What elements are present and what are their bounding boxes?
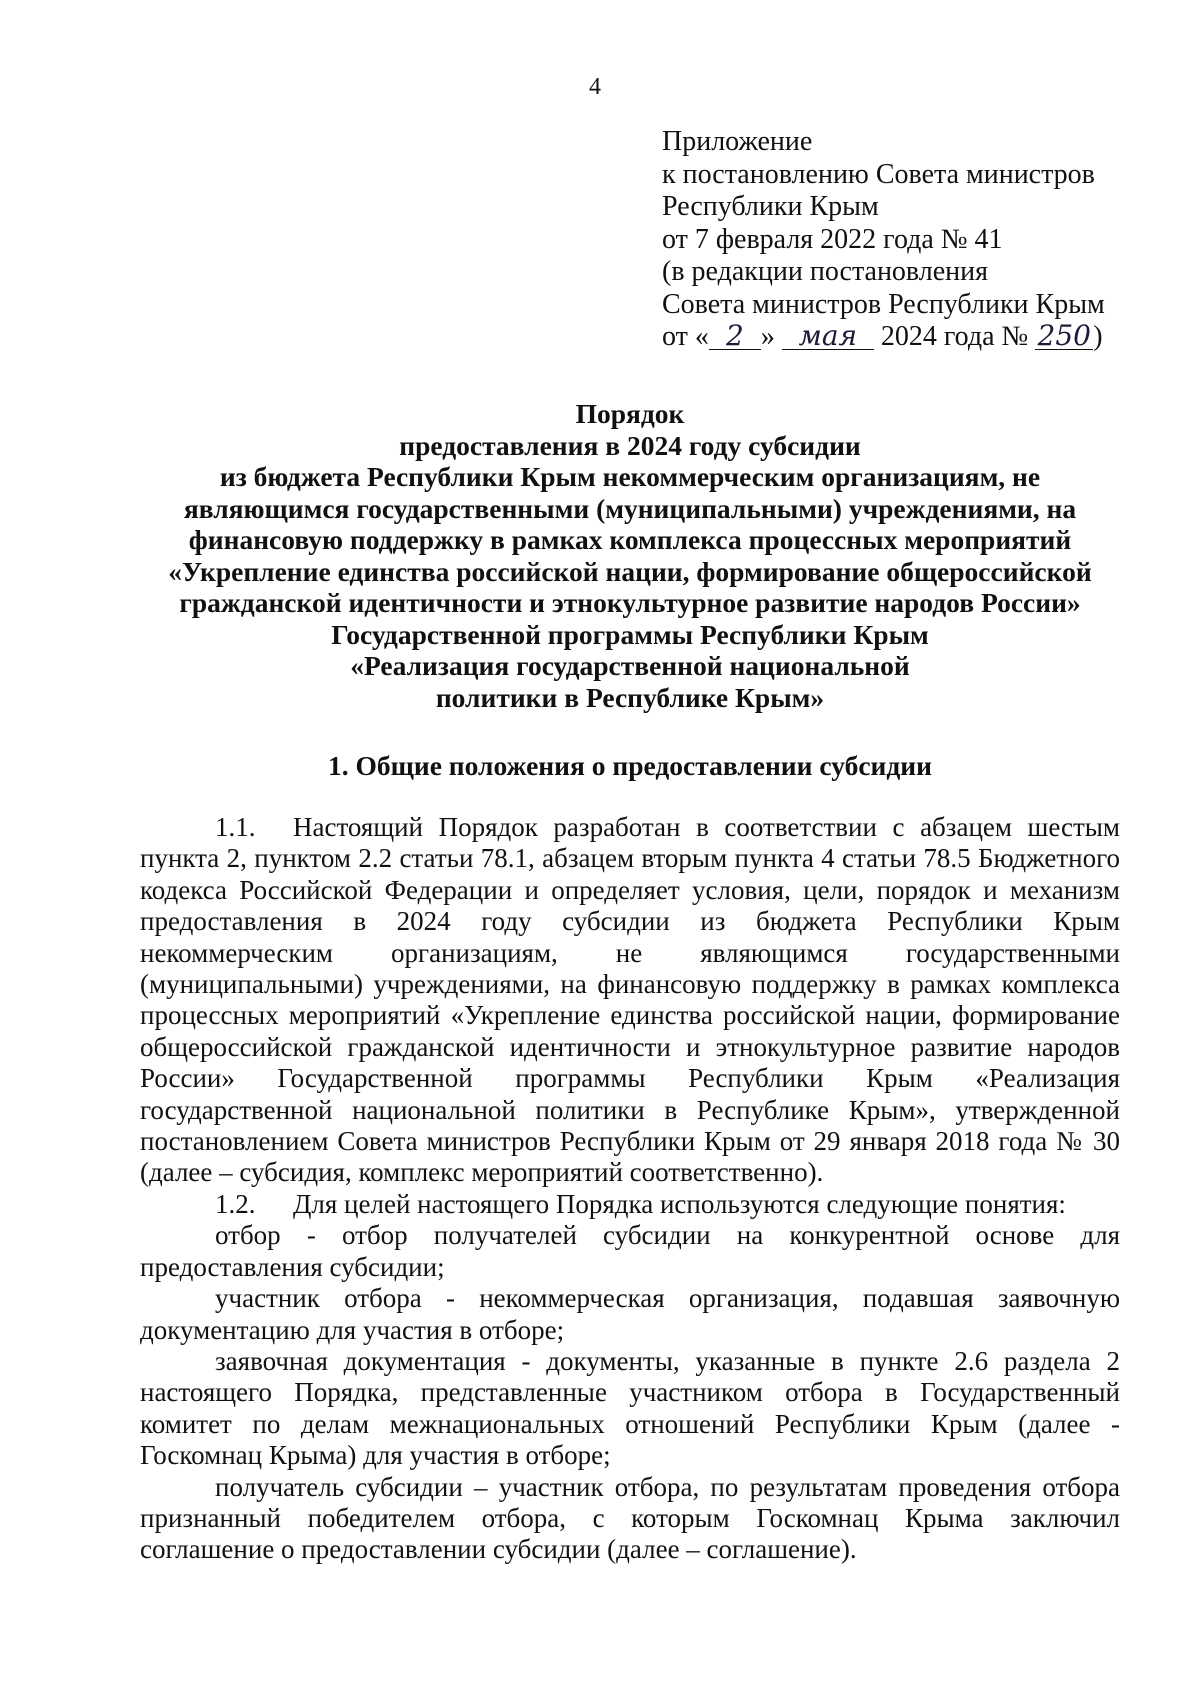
document-title bbox=[130, 398, 1130, 713]
title-line: финансовую поддержку в рамках комплекса процессных мероприятий bbox=[188, 524, 1072, 555]
title-line: «Реализация государственной национальной bbox=[350, 650, 910, 681]
title-line: являющимся государственными (муниципальными) учреждениями, на bbox=[183, 492, 1077, 524]
appendix-line: Приложение bbox=[662, 126, 813, 157]
paragraph-number: 1.2. bbox=[215, 1188, 256, 1219]
section-heading: 1. Общие положения о предоставлении субсидии bbox=[328, 750, 932, 781]
title-line: гражданской идентичности и этнокультурное развитие народов России» bbox=[179, 587, 1081, 618]
date-prefix: от « bbox=[662, 321, 709, 352]
paragraph-text: Настоящий Порядок разработан в соответствии с абзацем шестым пункта 2, пунктом 2.2 статьи 78.1, абзацем вторым пункта 4 статьи 78.5 Бюджетного кодекса Российской Федерации и определяет условия, цели, порядок и механизм предоставления в 2024 году субсидии из бюджета Республики Крым некоммерческим организациям, не являющимся государственными (муниципальными) учреждениями, на финансовую поддержку в рамках комплекса процессных мероприятий «Укрепление единства российской нации, формирование общероссийской гражданской идентичности и этнокультурное развитие народов России» Государственной программы Республики Крым «Реализация государственной национальной политики в Республике Крым», утвержденной постановлением Совета министров Республики Крым от 29 января 2018 года № 30 (далее – субсидия, комплекс мероприятий соответственно). bbox=[140, 812, 1120, 1188]
handwritten-day: 2 bbox=[709, 323, 761, 350]
definition-paragraph: участник отбора - некоммерческая организация, подавшая заявочную документацию для участия в отборе; bbox=[140, 1283, 1120, 1345]
appendix-line: (в редакции постановления bbox=[662, 256, 989, 287]
title-line: предоставления в 2024 году субсидии bbox=[399, 429, 861, 461]
definition-paragraph: получатель субсидии – участник отбора, по результатам проведения отбора признанный победителем отбора, с которым Госкомнац Крыма заключил соглашение о предоставлении субсидии (далее – соглашение). bbox=[140, 1471, 1120, 1565]
handwritten-number: 250 bbox=[1035, 323, 1093, 350]
appendix-line: Совета министров Республики Крым bbox=[662, 288, 1105, 320]
title-line: из бюджета Республики Крым некоммерческим организациям, не bbox=[219, 461, 1041, 492]
appendix-line: к постановлению Совета министров bbox=[662, 158, 1095, 190]
appendix-block bbox=[662, 126, 1162, 354]
title-line: политики в Республике Крым» bbox=[435, 681, 825, 713]
title-line: «Укрепление единства российской нации, формирование общероссийской bbox=[168, 555, 1092, 587]
title-line: Порядок bbox=[575, 398, 685, 429]
title-line: Государственной программы Республики Крым bbox=[331, 618, 929, 650]
handwritten-month: мая bbox=[782, 323, 874, 350]
section-body bbox=[140, 812, 1120, 1566]
paragraph-number: 1.1. bbox=[215, 812, 256, 842]
definition-paragraph: отбор - отбор получателей субсидии на конкурентной основе для предоставления субсидии; bbox=[140, 1220, 1120, 1282]
paragraph-1-2 bbox=[140, 1189, 1120, 1220]
paragraph-text: Для целей настоящего Порядка используются следующие понятия: bbox=[293, 1188, 1066, 1219]
definition-paragraph: заявочная документация - документы, указанные в пункте 2.6 раздела 2 настоящего Порядка, представленные участником отбора в Государственный комитет по делам межнациональных отношений Республики Крым (далее - Госкомнац Крыма) для участия в отборе; bbox=[140, 1345, 1120, 1471]
paragraph-1-1 bbox=[140, 812, 1120, 1189]
appendix-line: от 7 февраля 2022 года № 41 bbox=[662, 223, 1003, 255]
date-year: 2024 года № bbox=[880, 321, 1029, 352]
appendix-date-line bbox=[662, 321, 1162, 354]
date-mid: » bbox=[760, 321, 775, 352]
appendix-line: Республики Крым bbox=[662, 191, 879, 222]
page-number: 4 bbox=[589, 74, 601, 100]
date-suffix: ) bbox=[1093, 321, 1103, 352]
